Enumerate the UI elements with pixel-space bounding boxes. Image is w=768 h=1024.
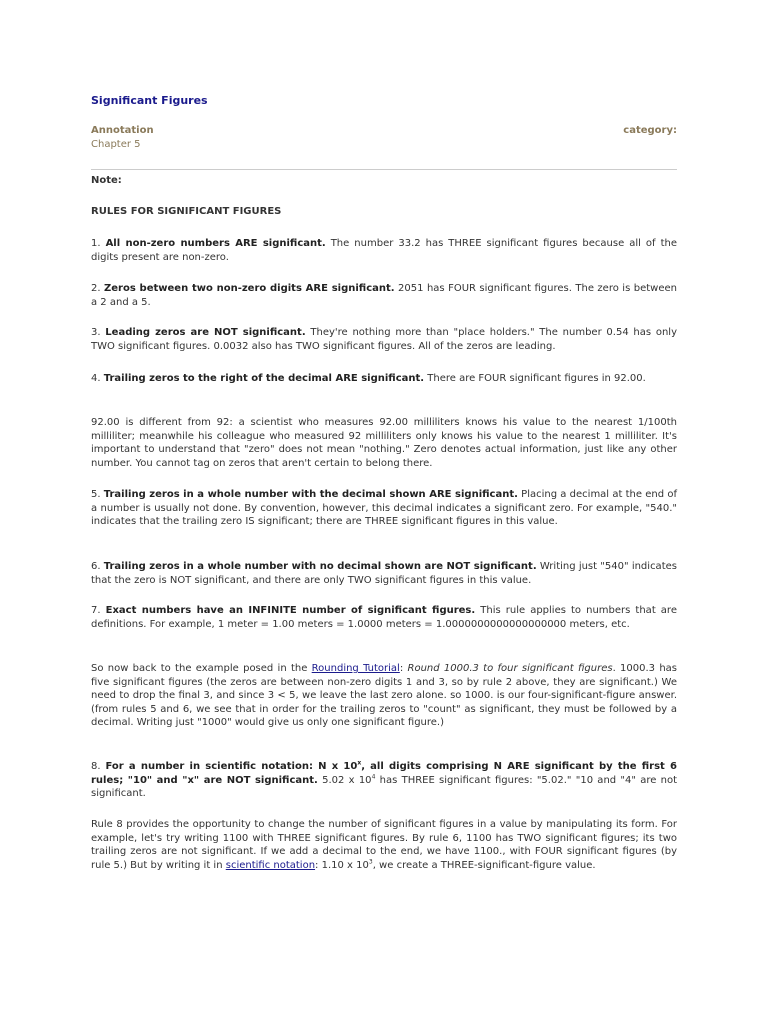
rule-number: 1. <box>91 238 106 249</box>
rule-2 <box>91 282 677 309</box>
rule-3 <box>91 326 677 353</box>
rule-4 <box>91 372 677 386</box>
rule-explanation: The number 33.2 has THREE significant figures because all of the digits present are non-zero. <box>91 238 677 263</box>
rule-explanation: There are FOUR significant figures in 92.00. <box>424 373 646 384</box>
rule-1 <box>91 237 677 264</box>
rule-number: 7. <box>91 605 106 616</box>
rounding-colon: : <box>399 663 408 674</box>
rule-statement: Trailing zeros in a whole number with no decimal shown are NOT significant. <box>103 561 537 572</box>
rule-explanation: Placing a decimal at the end of a number is usually not done. By convention, however, this decimal indicates a significant zero. For example, "540." indicates that the trailing zero IS significant; there are THREE significant figures in this value. <box>91 489 677 527</box>
rule-8-paragraph <box>91 818 677 872</box>
rule-statement: Leading zeros are NOT significant. <box>105 327 306 338</box>
scientific-notation-link[interactable]: scientific notation <box>225 859 316 871</box>
rule-statement-part1: For a number in scientific notation: N x 10 <box>105 761 358 772</box>
rule-example-part1: 5.02 x 10 <box>317 774 372 786</box>
rounding-example: Round 1000.3 to four significant figures <box>407 663 613 674</box>
paragraph-9200: 92.00 is different from 92: a scientist who measures 92.00 milliliters knows his value to the nearest 1/100th milliliter; meanwhile his colleague who measured 92 milliliters only knows his value to the nearest 1 milliliter. It's important to understand that "zero" does not mean "nothing." Zero denotes actual information, just like any other number. You cannot tag on zeros that aren't certain to belong there. <box>91 417 677 469</box>
rounding-paragraph <box>91 662 677 730</box>
category-label: category: <box>623 125 677 136</box>
rule-statement: Zeros between two non-zero digits ARE significant. <box>104 283 395 294</box>
rounding-tutorial-link[interactable]: Rounding Tutorial <box>311 663 400 674</box>
exponent-4: 4 <box>371 773 376 781</box>
rule-number: 5. <box>91 489 104 500</box>
rule-statement: Trailing zeros to the right of the decimal ARE significant. <box>103 373 425 384</box>
rule-statement: Trailing zeros in a whole number with the decimal shown ARE significant. <box>103 489 518 500</box>
rule-statement-part2: , all digits comprising N ARE significant by the first 6 rules; "10" and "x" are NOT significant. <box>91 761 677 786</box>
rule-number: 2. <box>91 283 104 294</box>
rule-8-example: : 1.10 x 10 <box>315 859 369 871</box>
header-divider <box>91 169 677 170</box>
chapter-label: Chapter 5 <box>91 139 141 150</box>
rule-statement: All non-zero numbers ARE significant. <box>105 238 326 249</box>
rule-8 <box>91 760 677 801</box>
page-title: Significant Figures <box>91 94 208 107</box>
rule-number: 8. <box>91 761 106 772</box>
rule-number: 4. <box>91 373 104 384</box>
rule-statement: Exact numbers have an INFINITE number of significant figures. <box>105 605 476 616</box>
rule-8-conclusion: , we create a THREE-significant-figure value. <box>372 859 596 871</box>
rule-explanation: This rule applies to numbers that are definitions. For example, 1 meter = 1.00 meters = 1.0000 meters = 1.0000000000000000000 meters, etc. <box>91 605 677 630</box>
rule-5 <box>91 488 677 529</box>
note-label: Note: <box>91 175 122 186</box>
rules-heading: RULES FOR SIGNIFICANT FIGURES <box>91 206 282 217</box>
exponent-x: x <box>357 759 362 767</box>
rounding-intro: So now back to the example posed in the <box>91 663 312 674</box>
rule-example-part2: has THREE significant figures: "5.02." "10 and "4" are not significant. <box>91 774 678 799</box>
rule-explanation: They're nothing more than "place holders." The number 0.54 has only TWO significant figures. 0.0032 also has TWO significant figures. All of the zeros are leading. <box>91 327 678 352</box>
rule-number: 3. <box>91 327 106 338</box>
rule-explanation: Writing just "540" indicates that the zero is NOT significant, and there are only TWO significant figures in this value. <box>91 561 677 586</box>
rounding-explanation: . 1000.3 has five significant figures (the zeros are between non-zero digits 1 and 3, so by rule 2 above, they are significant.) We need to drop the final 3, and since 3 < 5, we leave the last zero alone. so 1000. is our four-significant-figure answer. (from rules 5 and 6, we see that in order for the trailing zeros to "count" as significant, they must be followed by a decimal. Writing just "1000" would give us only one significant figure.) <box>91 663 678 728</box>
rule-number: 6. <box>91 561 104 572</box>
rule-8-intro: Rule 8 provides the opportunity to change the number of significant figures in a value by manipulating its form. For example, let's try writing 1100 with THREE significant figures. By rule 6, 1100 has TWO significant figures; its two trailing zeros are not significant. If we add a decimal to the end, we have 1100., with FOUR significant figures (by rule 5.) But by writing it in <box>91 819 677 871</box>
rule-7 <box>91 604 677 631</box>
annotation-label: Annotation <box>91 125 154 136</box>
exponent-3: 3 <box>368 858 373 866</box>
rule-explanation: 2051 has FOUR significant figures. The zero is between a 2 and a 5. <box>91 283 677 308</box>
rule-6 <box>91 560 677 587</box>
